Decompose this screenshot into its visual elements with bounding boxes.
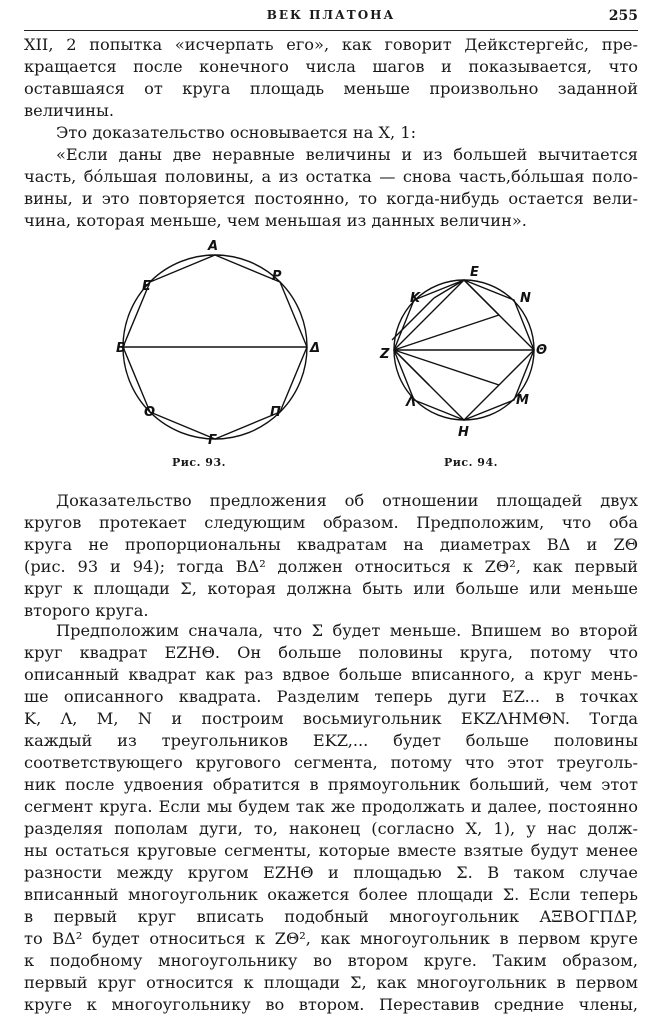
label-lambda: Λ: [406, 395, 417, 410]
paragraph-proof: [24, 490, 638, 622]
text-line: ше описанного квадрата. Разделим теперь дуги EZ... в точках: [24, 687, 638, 706]
running-header: [24, 8, 638, 31]
quote-line: чина, которая меньше, чем меньшая из данных величин».: [24, 211, 527, 230]
label-gamma: Г: [208, 433, 217, 448]
paragraph-top: [24, 34, 638, 232]
text-line: ны остаться круговые сегменты, которые вместе взятые будут менее: [24, 841, 638, 860]
chord: [394, 315, 499, 350]
page-number: 255: [608, 8, 638, 24]
label-m: M: [516, 393, 529, 408]
text-line: Доказательство предложения об отношении площадей двух: [56, 491, 638, 510]
text-line: (рис. 93 и 94); тогда BΔ² должен относиться к ZΘ², как первый: [24, 557, 638, 576]
text-line: вписанный многоугольник окажется более площади Σ. Если теперь: [24, 885, 638, 904]
label-pi: П: [270, 405, 281, 420]
text-line: круга не пропорциональны квадратам на диаметрах BΔ и ZΘ: [24, 535, 638, 554]
label-o: O: [144, 405, 156, 420]
text-line: второго круга.: [24, 601, 149, 620]
text-line: кращается после конечного числа шагов и показывается, что: [24, 57, 638, 76]
figures-svg: [24, 238, 638, 480]
caption-fig-94: Рис. 94.: [444, 456, 498, 469]
text-line: первый круг относится к площади Σ, как многоугольник в первом: [24, 973, 638, 992]
text-line: к подобному многоугольнику во втором круге. Таким образом,: [24, 951, 638, 970]
text-line: K, Λ, M, N и построим восьмиугольник EKZΛHMΘN. Тогда: [24, 709, 638, 728]
label-b: B: [116, 341, 126, 356]
text-line: разделяя пополам дуги, то, наконец (согласно X, 1), у нас долж-: [24, 819, 638, 838]
label-h: H: [458, 425, 469, 440]
text-line: ник после удвоения обратится в прямоугольник больший, чем этот: [24, 775, 638, 794]
chord: [394, 350, 499, 385]
label-e93: E: [142, 279, 151, 294]
quote-line: «Если даны две неравные величины и из большей вычитается: [56, 145, 638, 164]
running-title: ВЕК ПЛАТОНА: [266, 8, 396, 22]
label-k: K: [410, 291, 421, 306]
caption-fig-93: Рис. 93.: [172, 456, 226, 469]
text-line: круге к многоугольнику во втором. Переставив средние члены,: [24, 995, 638, 1014]
label-p: P: [272, 269, 282, 284]
quote-line: часть, бо́льшая половины, а из остатка — снова часть,бо́льшая поло-: [24, 167, 638, 186]
text-line: величины.: [24, 101, 115, 120]
text-line: в первый круг вписать подобный многоугольник AΞBOΓΠΔP,: [24, 907, 638, 926]
label-theta: Θ: [536, 343, 548, 358]
label-delta: Δ: [310, 341, 321, 356]
text-line: соответствующего кругового сегмента, потому что этот треуголь-: [24, 753, 638, 772]
text-line: круг к площади Σ, которая должна быть или больше или меньше: [24, 579, 638, 598]
text-line: то BΔ² будет относиться к ZΘ², как многоугольник в первом круге: [24, 929, 638, 948]
quote-line: вины, и это повторяется постоянно, то когда-нибудь остается вели-: [24, 189, 638, 208]
text-line: Предположим сначала, что Σ будет меньше. Впишем во второй: [56, 621, 638, 640]
text-line: описанный квадрат как раз вдвое больше вписанного, а круг мень-: [24, 665, 638, 684]
text-line: круг квадрат EZHΘ. Он больше половины круга, потому что: [24, 643, 638, 662]
text-line: кругов протекает следующим образом. Предположим, что оба: [24, 513, 638, 532]
label-e94: E: [470, 265, 479, 280]
text-line: сегмент круга. Если мы будем так же продолжать и далее, постоянно: [24, 797, 638, 816]
paragraph-main: [24, 620, 638, 1016]
label-n: N: [520, 291, 531, 306]
midline: [464, 280, 499, 315]
figures: [24, 238, 638, 480]
text-line: разности между кругом EZHΘ и площадью Σ. В таком случае: [24, 863, 638, 882]
label-a: A: [208, 239, 219, 254]
proof-intro: Это доказательство основывается на X, 1:: [56, 123, 417, 142]
label-z: Z: [380, 347, 390, 362]
text-line: каждый из треугольников EKZ,... будет больше половины: [24, 731, 638, 750]
text-line: оставшаяся от круга площадь меньше произвольно заданной: [24, 79, 638, 98]
text-line: XII, 2 попытка «исчерпать его», как говорит Дейкстергейс, пре-: [24, 35, 638, 54]
